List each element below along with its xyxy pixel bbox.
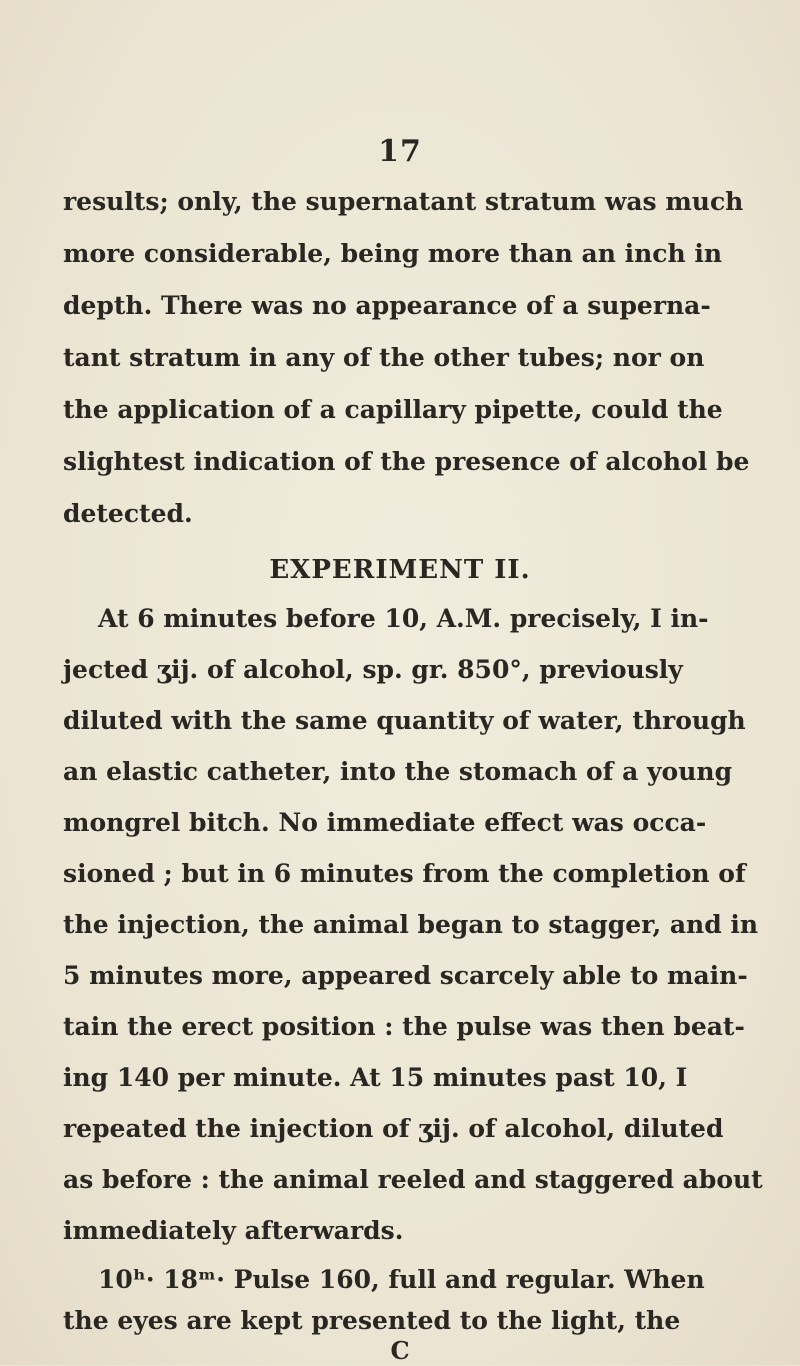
- text-line: results; only, the supernatant stratum was much: [63, 187, 744, 216]
- text-line: immediately afterwards.: [63, 1216, 404, 1245]
- text-line: mongrel bitch. No immediate effect was occa-: [63, 808, 707, 837]
- text-line: detected.: [63, 499, 193, 528]
- text-line: depth. There was no appearance of a superna-: [63, 291, 711, 320]
- text-line: diluted with the same quantity of water, through: [63, 706, 746, 735]
- text-line: the injection, the animal began to stagger, and in: [63, 910, 759, 939]
- signature-mark: C: [390, 1336, 410, 1365]
- text-line: the application of a capillary pipette, could the: [63, 395, 723, 424]
- section-heading: EXPERIMENT II.: [269, 555, 531, 585]
- text-line: ing 140 per minute. At 15 minutes past 10, I: [63, 1063, 688, 1092]
- text-line: repeated the injection of ʒij. of alcohol, diluted: [63, 1114, 724, 1143]
- text-line: sioned ; but in 6 minutes from the completion of: [63, 859, 746, 888]
- text-line: jected ʒij. of alcohol, sp. gr. 850°, previously: [63, 655, 683, 684]
- text-line: an elastic catheter, into the stomach of a young: [63, 757, 733, 786]
- text-line: 10ʰ· 18ᵐ· Pulse 160, full and regular. When: [98, 1265, 705, 1294]
- text-line: more considerable, being more than an inch in: [63, 239, 723, 268]
- text-line: slightest indication of the presence of alcohol be: [63, 447, 750, 476]
- page-number: 17: [378, 134, 422, 169]
- text-line: the eyes are kept presented to the light, the: [63, 1306, 681, 1335]
- text-line: tant stratum in any of the other tubes; nor on: [63, 343, 705, 372]
- text-line: 5 minutes more, appeared scarcely able to main-: [63, 961, 748, 990]
- text-line: At 6 minutes before 10, A.M. precisely, I in-: [98, 604, 709, 633]
- text-line: as before : the animal reeled and staggered about: [63, 1165, 763, 1194]
- text-line: tain the erect position : the pulse was then beat-: [63, 1012, 745, 1041]
